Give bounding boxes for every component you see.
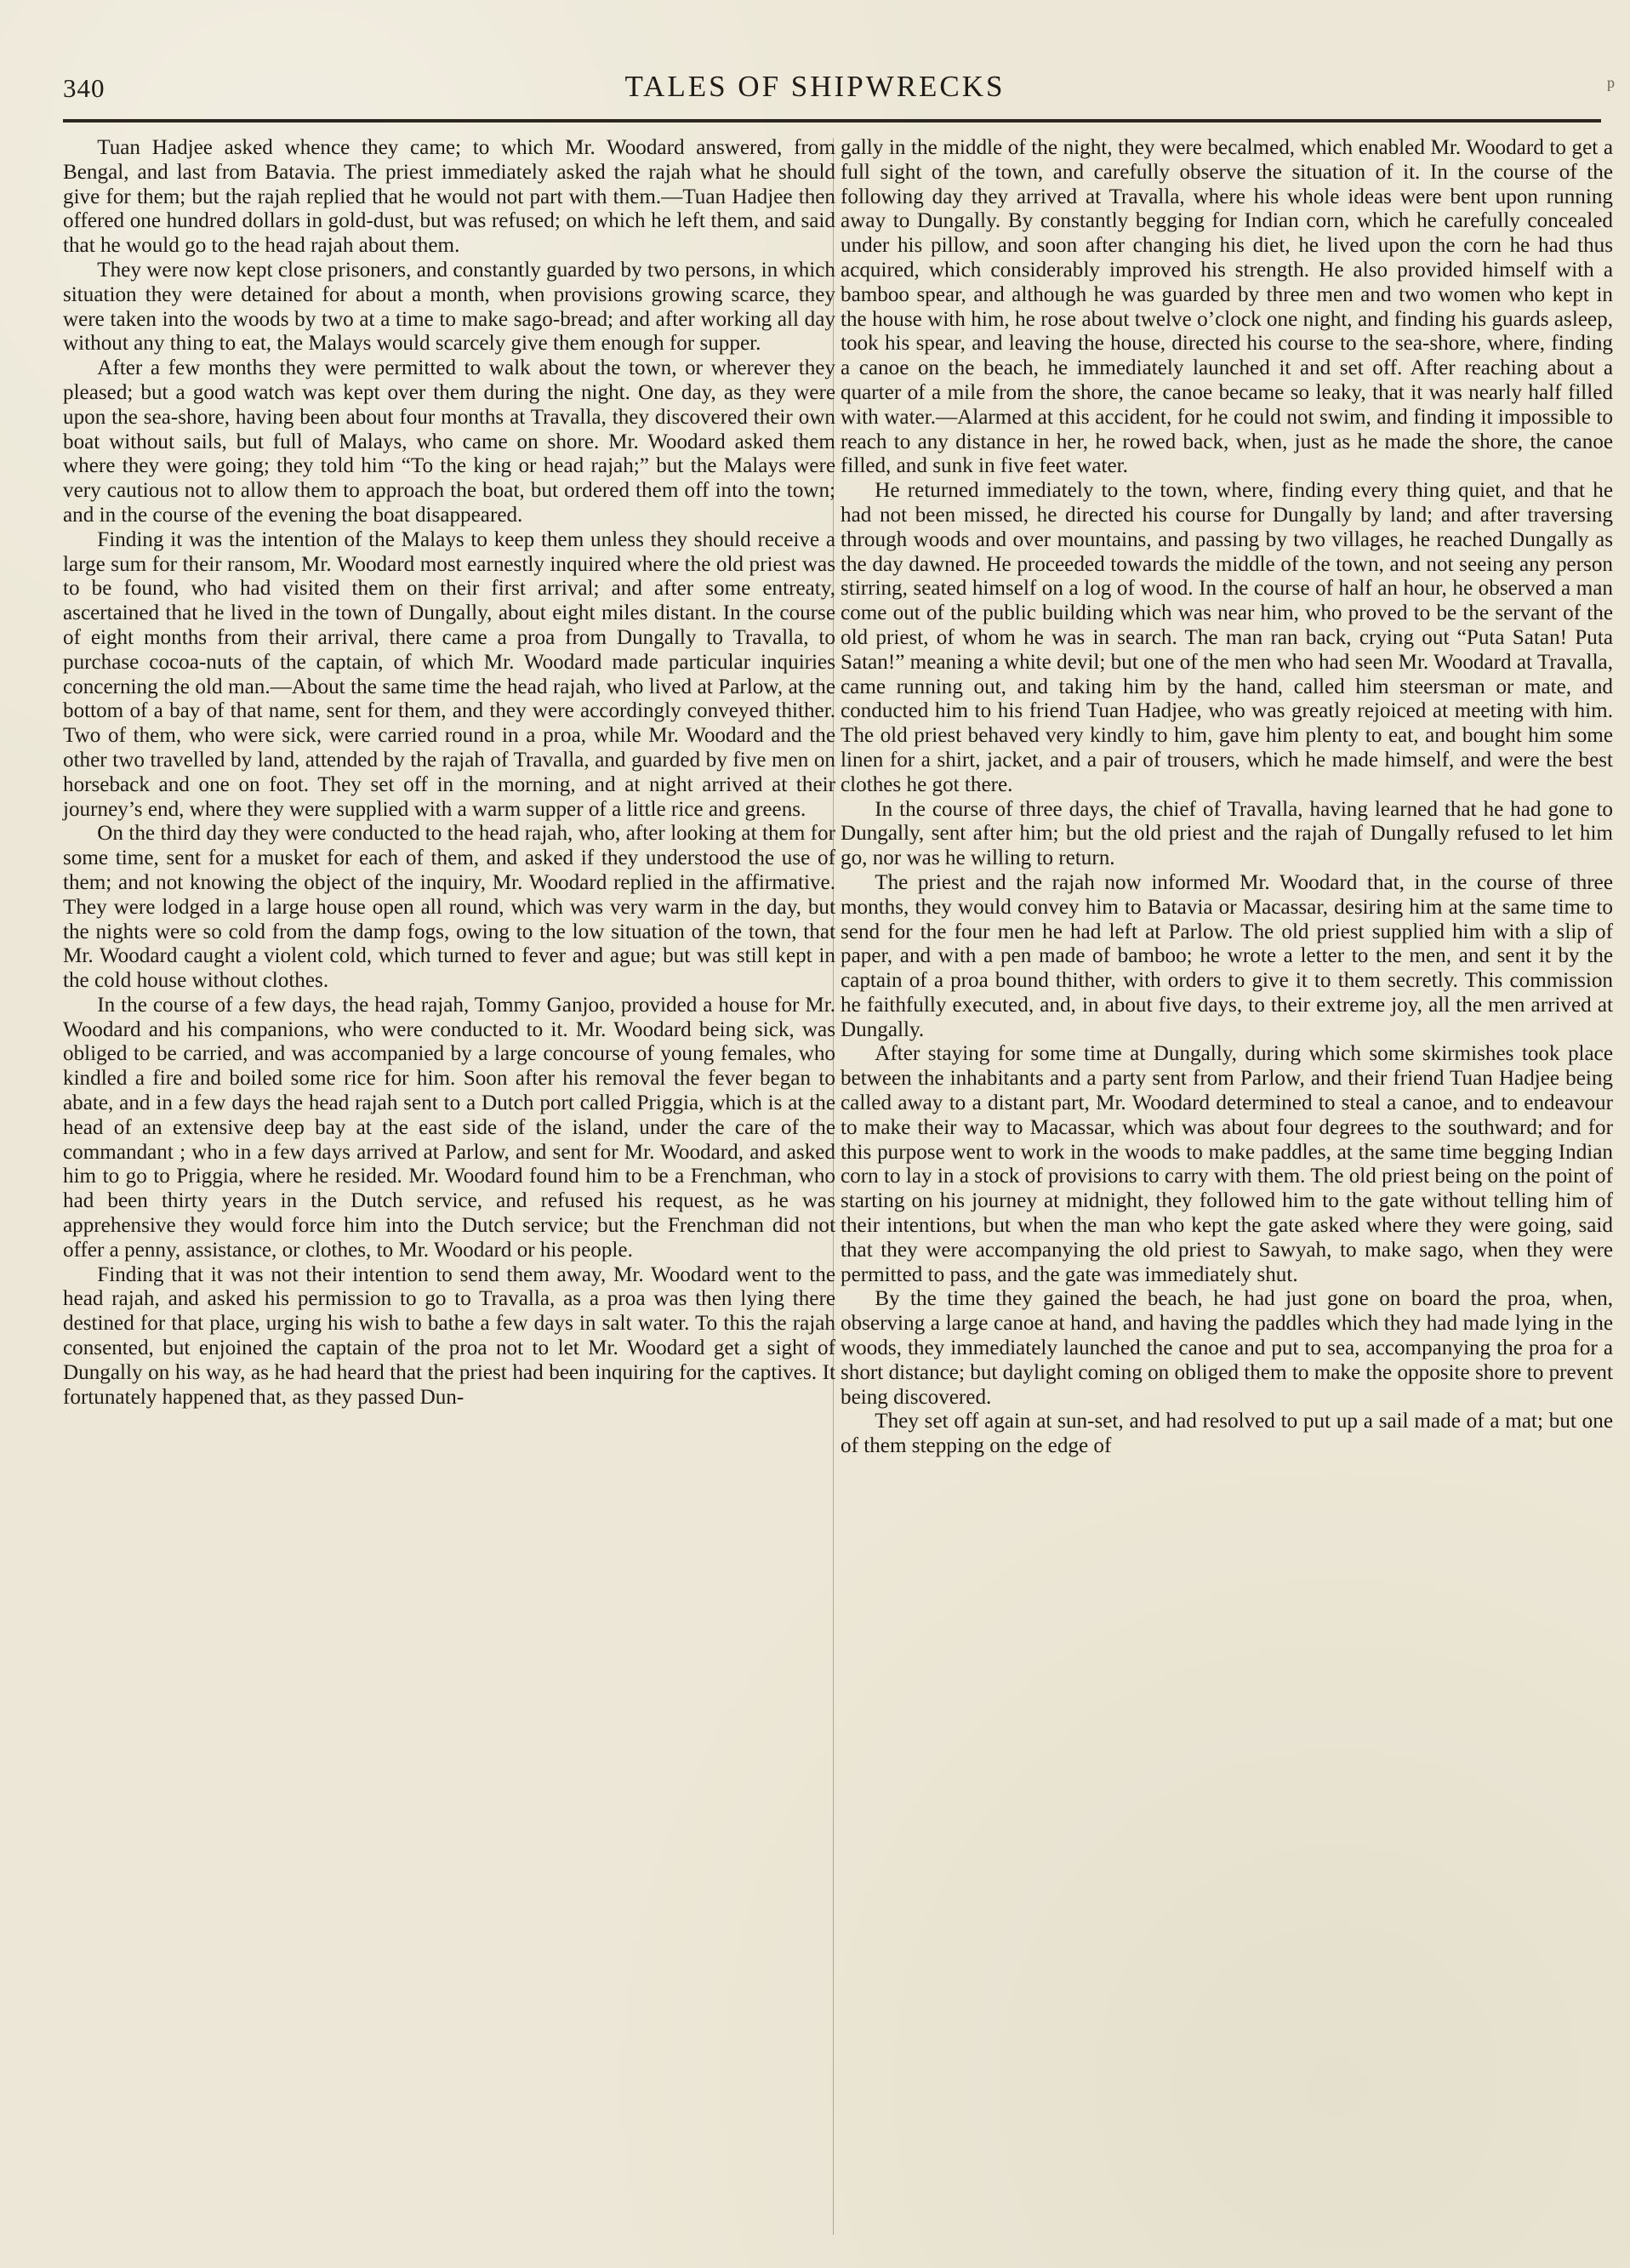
left-column [63, 136, 835, 1410]
right-paragraph-4: After staying for some time at Dungally, during which some skirmishes took place between the inhabitants and a party sent from Parlow, and their friend Tuan Hadjee being called away to a distant part, Mr. Woodard determined to steal a canoe, and to endeavour to make their way to Macassar, which was about four degrees to the southward; and for this purpose went to work in the woods to make paddles, at the same time begging Indian corn to lay in a stock of provisions to carry with them. The old priest being on the point of starting on his journey at midnight, they followed him to the gate without telling him of their intentions, but when the man who kept the gate asked where they were going, said that they were accompanying the old priest to Sawyah, to make sago, when they were permitted to pass, and the gate was immediately shut. [841, 1042, 1613, 1286]
column-divider [833, 138, 834, 2235]
right-paragraph-2: In the course of three days, the chief of Travalla, having learned that he had gone to Dungally, sent after him; but the old priest and the rajah of Dungally refused to let him go, nor was he willing to return. [841, 797, 1613, 870]
left-paragraph-2: They were now kept close prisoners, and constantly guarded by two persons, in which situation they were detained for about a month, when provisions growing scarce, they were taken into the woods by two at a time to make sago-bread; and after working all day without any thing to eat, the Malays would scarcely give them enough for supper. [63, 258, 835, 356]
page-number: 340 [63, 73, 105, 103]
right-continuation-paragraph: gally in the middle of the night, they were becalmed, which enabled Mr. Woodard to get a full sight of the town, and carefully observe the situation of it. In the course of the following day they arrived at Travalla, where his whole ideas were bent upon running away to Dungally. By constantly begging for Indian corn, which he carefully concealed under his pillow, and soon after changing his diet, he lived upon the corn he had thus acquired, which considerably improved his strength. He also provided himself with a bamboo spear, and although he was guarded by three men and two women who kept in the house with him, he rose about twelve o’clock one night, and finding his guards asleep, took his spear, and leaving the house, directed his course to the sea-shore, where, finding a canoe on the beach, he immediately launched it and set off. After reaching about a quarter of a mile from the shore, the canoe became so leaky, that it was nearly half filled with water.—Alarmed at this accident, for he could not swim, and finding it impossible to reach to any distance in her, he rowed back, when, just as he made the shore, the canoe filled, and sunk in five feet water. [841, 136, 1613, 478]
left-paragraph-5: On the third day they were conducted to the head rajah, who, after looking at them for some time, sent for a musket for each of them, and asked if they understood the use of them; and not knowing the object of the inquiry, Mr. Woodard replied in the affirmative. They were lodged in a large house open all round, which was very warm in the day, but the nights were so cold from the damp fogs, owing to the low situation of the town, that Mr. Woodard caught a violent cold, which turned to fever and ague; but was still kept in the cold house without clothes. [63, 822, 835, 993]
left-paragraph-4: Finding it was the intention of the Malays to keep them unless they should receive a large sum for their ransom, Mr. Woodard most earnestly inquired where the old priest was to be found, who had visited them on their first arrival; and after some entreaty, ascertained that he lived in the town of Dungally, about eight miles distant. In the course of eight months from their arrival, there came a proa from Dungally to Travalla, to purchase cocoa-nuts of the captain, of which Mr. Woodard made particular inquiries concerning the old man.—About the same time the head rajah, who lived at Parlow, at the bottom of a bay of that name, sent for them, and they were accordingly conveyed thither. Two of them, who were sick, were carried round in a proa, while Mr. Woodard and the other two travelled by land, attended by the rajah of Travalla, and guarded by five men on horseback and one on foot. They set off in the morning, and at night arrived at their journey’s end, where they were supplied with a warm supper of a little rice and greens. [63, 527, 835, 821]
left-paragraph-7: Finding that it was not their intention to send them away, Mr. Woodard went to the head rajah, and asked his permission to go to Travalla, as a proa was then lying there destined for that place, urging his wish to bathe a few days in salt water. To this the rajah consented, but enjoined the captain of the proa not to let Mr. Woodard get a sight of Dungally on his way, as he had heard that the priest had been inquiring for the captives. It fortunately happened that, as they passed Dun- [63, 1262, 835, 1409]
right-paragraph-6: They set off again at sun-set, and had resolved to put up a sail made of a mat; but one of them stepping on the edge of [841, 1410, 1613, 1458]
left-paragraph-3: After a few months they were permitted to walk about the town, or wherever they pleased; but a good watch was kept over them during the night. One day, as they were upon the sea-shore, having been about four months at Travalla, they discovered their own boat without sails, but full of Malays, who came on shore. Mr. Woodard asked them where they were going; they told him “To the king or head rajah;” but the Malays were very cautious not to allow them to approach the boat, but ordered them off into the town; and in the course of the evening the boat disappeared. [63, 356, 835, 527]
left-paragraph-6: In the course of a few days, the head rajah, Tommy Ganjoo, provided a house for Mr. Woodard and his companions, who were conducted to it. Mr. Woodard being sick, was obliged to be carried, and was accompanied by a large concourse of young females, who kindled a fire and boiled some rice for him. Soon after his removal the fever began to abate, and in a few days the head rajah sent to a Dutch port called Priggia, which is at the head of an extensive deep bay at the east side of the island, under the care of the commandant ; who in a few days arrived at Parlow, and sent for Mr. Woodard, and asked him to go to Priggia, where he resided. Mr. Woodard found him to be a Frenchman, who had been thirty years in the Dutch service, and refused his request, as he was apprehensive they would force him into the Dutch service; but the Frenchman did not offer a penny, assistance, or clothes, to Mr. Woodard or his people. [63, 993, 835, 1262]
running-title: TALES OF SHIPWRECKS [624, 70, 1006, 103]
page-header [0, 66, 1630, 109]
right-paragraph-1: He returned immediately to the town, where, finding every thing quiet, and that he had not been missed, he directed his course for Dungally by land; and after traversing through woods and over mountains, and passing by two villages, he reached Dungally as the day dawned. He proceeded towards the middle of the town, and not seeing any person stirring, seated himself on a log of wood. In the course of half an hour, he observed a man come out of the public building which was near him, who proved to be the servant of the old priest, of whom he was in search. The man ran back, crying out “Puta Satan! Puta Satan!” meaning a white devil; but one of the men who had seen Mr. Woodard at Travalla, came running out, and taking him by the hand, called him steersman or mate, and conducted him to his friend Tuan Hadjee, who was greatly rejoiced at meeting with him. The old priest behaved very kindly to him, gave him plenty to eat, and bought him some linen for a shirt, jacket, and a pair of trousers, which he made himself, and were the best clothes he got there. [841, 479, 1613, 796]
right-paragraph-5: By the time they gained the beach, he had just gone on board the proa, when, observing a large canoe at hand, and having the paddles which they had made lying in the woods, they immediately launched the canoe and put to sea, accompanying the proa for a short distance; but daylight coming on obliged them to make the opposite shore to prevent being discovered. [841, 1287, 1613, 1409]
right-column [841, 136, 1613, 1459]
header-rule [63, 119, 1601, 123]
right-paragraph-3: The priest and the rajah now informed Mr. Woodard that, in the course of three months, they would convey him to Batavia or Macassar, desiring him at the same time to send for the four men he had left at Parlow. The old priest supplied him with a slip of paper, and with a pen made of bamboo; he wrote a letter to the men, and sent it by the captain of a proa bound thither, with orders to give it to them secretly. This commission he faithfully executed, and, in about five days, to their extreme joy, all the men arrived at Dungally. [841, 870, 1613, 1041]
left-paragraph-1: Tuan Hadjee asked whence they came; to which Mr. Woodard answered, from Bengal, and last from Batavia. The priest immediately asked the rajah what he should give for them; but the rajah replied that he would not part with them.—Tuan Hadjee then offered one hundred dollars in gold-dust, but was refused; on which he left them, and said that he would go to the head rajah about them. [63, 136, 835, 258]
edge-mark: p [1607, 74, 1615, 91]
